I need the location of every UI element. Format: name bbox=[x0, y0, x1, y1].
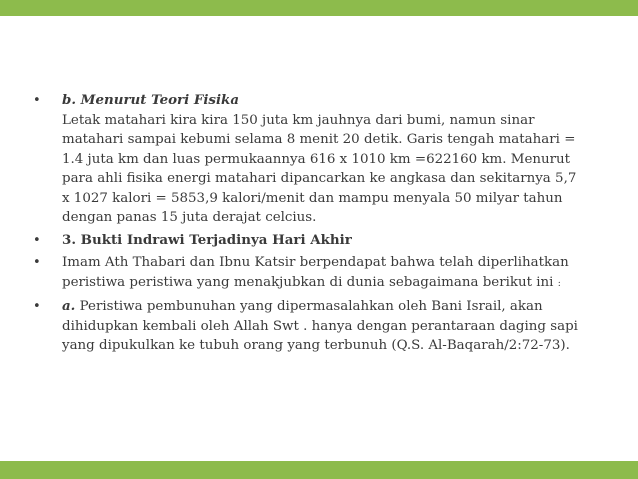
paragraph-line: matahari sampai kebumi selama 8 menit 20 detik. Garis tengah matahari = bbox=[62, 132, 576, 147]
list-item-imam-statement bbox=[33, 253, 618, 294]
bullet-icon: • bbox=[33, 232, 41, 248]
paragraph-line bbox=[62, 297, 618, 317]
paragraph-line: dihidupkan kembali oleh Allah Swt . hanya dengan perantaraan daging sapi bbox=[62, 318, 578, 334]
bullet-icon: • bbox=[33, 93, 41, 108]
section-heading: b. Menurut Teori Fisika bbox=[62, 92, 239, 108]
paragraph-line: x 1027 kalori = 5853,9 kalori/menit dan mampu menyala 50 milyar tahun bbox=[62, 190, 563, 206]
section-heading: 3. Bukti Indrawi Terjadinya Hari Akhir bbox=[62, 231, 352, 248]
list-item-teori-fisika bbox=[33, 91, 618, 228]
bottom-accent-bar bbox=[0, 461, 638, 479]
slide-content bbox=[33, 91, 618, 359]
top-accent-bar bbox=[0, 0, 638, 16]
paragraph-text: peristiwa peristiwa yang menakjubkan di dunia sebagaimana berikut ini bbox=[62, 274, 554, 290]
paragraph-line bbox=[62, 273, 618, 295]
paragraph-line: yang dipukulkan ke tubuh orang yang terbunuh (Q.S. Al-Baqarah/2:72-73). bbox=[62, 338, 570, 353]
trailing-colon: : bbox=[557, 278, 561, 289]
item-letter: a. bbox=[62, 298, 76, 314]
paragraph-line: para ahli fisika energi matahari dipancarkan ke angkasa dan sekitarnya 5,7 bbox=[62, 171, 577, 186]
paragraph-line: Imam Ath Thabari dan Ibnu Katsir berpendapat bahwa telah diperlihatkan bbox=[62, 255, 569, 270]
paragraph-line: Letak matahari kira kira 150 juta km jauhnya dari bumi, namun sinar bbox=[62, 112, 535, 128]
list-item-bukti-indrawi bbox=[33, 231, 618, 251]
paragraph-line: 1.4 juta km dan luas permukaannya 616 x 1010 km =622160 km. Menurut bbox=[62, 151, 571, 167]
bullet-icon: • bbox=[33, 255, 41, 270]
paragraph-text: Peristiwa pembunuhan yang dipermasalahkan oleh Bani Israil, akan bbox=[79, 299, 543, 314]
bullet-icon: • bbox=[33, 299, 41, 314]
list-item-peristiwa-a bbox=[33, 297, 618, 356]
paragraph-line: dengan panas 15 juta derajat celcius. bbox=[62, 210, 317, 225]
